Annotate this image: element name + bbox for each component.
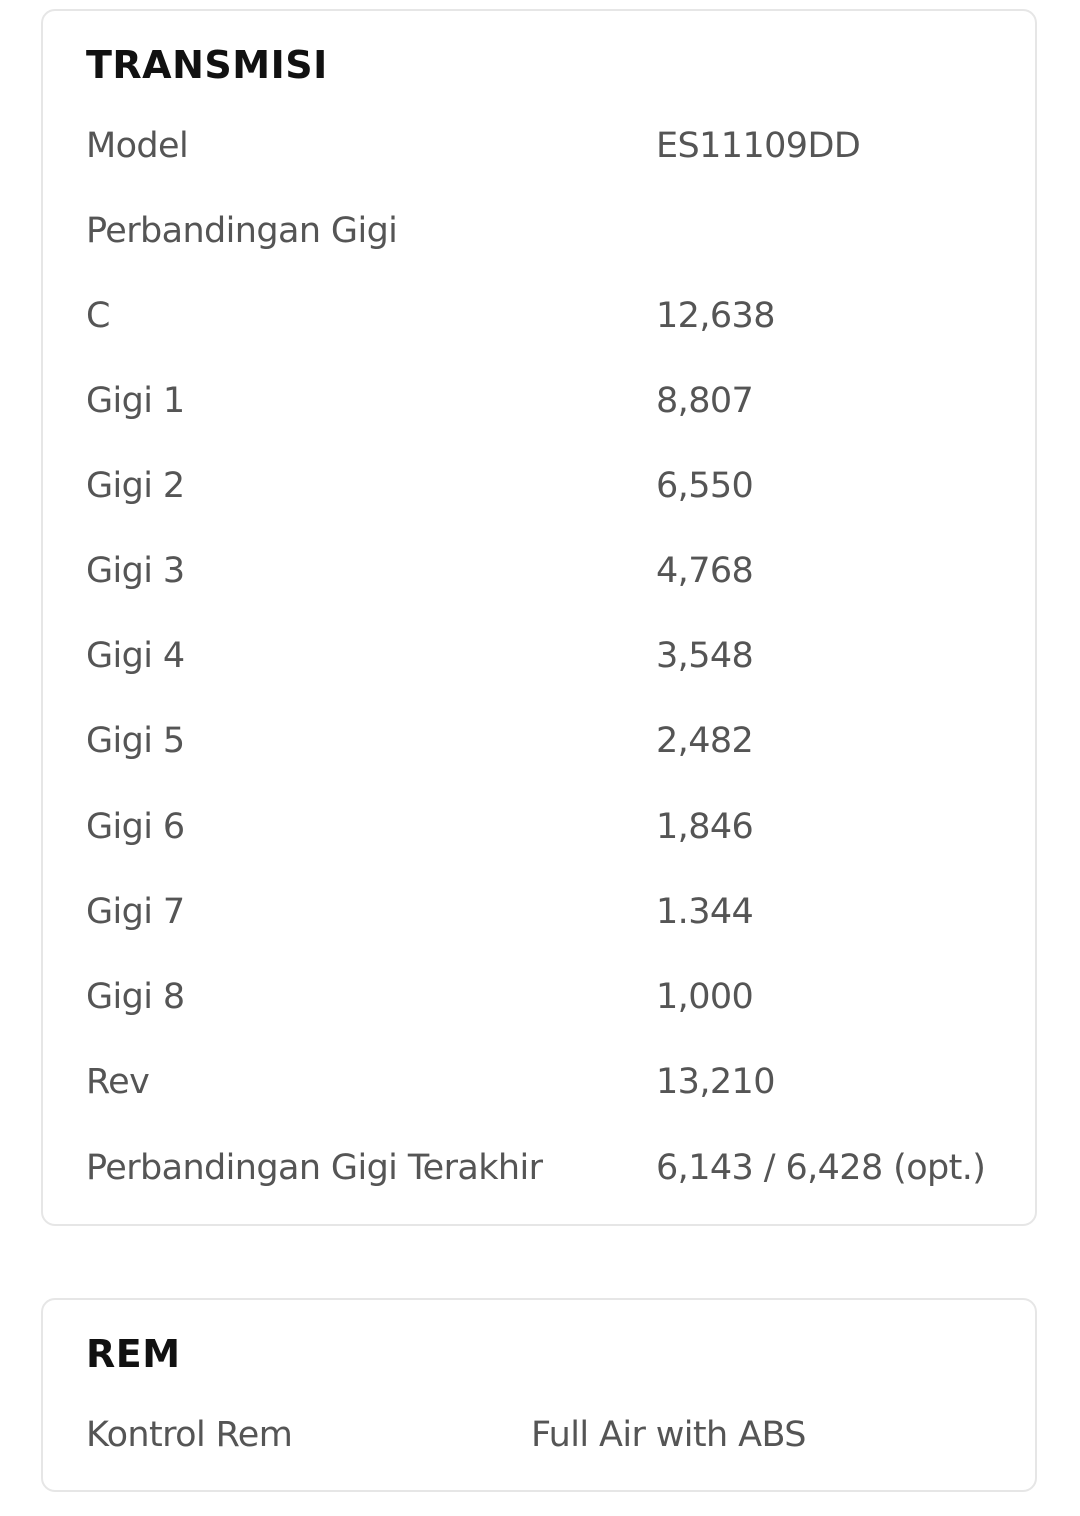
spec-value: 6,143 / 6,428 (opt.) bbox=[656, 1148, 986, 1188]
spec-row-gigi-5 bbox=[43, 721, 1035, 806]
spec-label: Perbandingan Gigi Terakhir bbox=[86, 1148, 543, 1188]
spec-label: Gigi 2 bbox=[86, 466, 185, 506]
transmisi-card bbox=[41, 9, 1037, 1226]
spec-value: 1,846 bbox=[656, 807, 754, 847]
section-title-rem: REM bbox=[86, 1332, 181, 1376]
spec-row-kontrol-rem bbox=[43, 1415, 1035, 1500]
spec-label: Model bbox=[86, 126, 189, 166]
spec-value: 13,210 bbox=[656, 1062, 775, 1102]
spec-row-gigi-3 bbox=[43, 551, 1035, 636]
rem-card bbox=[41, 1298, 1037, 1492]
spec-label: Gigi 5 bbox=[86, 721, 185, 761]
spec-value: 1,000 bbox=[656, 977, 754, 1017]
spec-label: Kontrol Rem bbox=[86, 1415, 293, 1455]
spec-row-gigi-8 bbox=[43, 977, 1035, 1062]
spec-label: Gigi 3 bbox=[86, 551, 185, 591]
spec-label: Rev bbox=[86, 1062, 150, 1102]
spec-value: ES11109DD bbox=[656, 126, 861, 166]
spec-row-gigi-4 bbox=[43, 636, 1035, 721]
spec-value: 4,768 bbox=[656, 551, 754, 591]
spec-row-c bbox=[43, 296, 1035, 381]
spec-value: 6,550 bbox=[656, 466, 754, 506]
spec-row-perbandingan-gigi bbox=[43, 211, 1035, 296]
spec-row-gigi-6 bbox=[43, 807, 1035, 892]
spec-label: C bbox=[86, 296, 110, 336]
spec-label: Gigi 8 bbox=[86, 977, 185, 1017]
spec-value: 3,548 bbox=[656, 636, 754, 676]
spec-label: Perbandingan Gigi bbox=[86, 211, 398, 251]
spec-value: 8,807 bbox=[656, 381, 754, 421]
spec-value: Full Air with ABS bbox=[531, 1415, 806, 1455]
spec-row-rev bbox=[43, 1062, 1035, 1147]
spec-row-gigi-7 bbox=[43, 892, 1035, 977]
spec-row-perbandingan-gigi-terakhir bbox=[43, 1148, 1035, 1233]
spec-value: 12,638 bbox=[656, 296, 775, 336]
spec-value: 1.344 bbox=[656, 892, 754, 932]
spec-row-model bbox=[43, 126, 1035, 211]
spec-value: 2,482 bbox=[656, 721, 754, 761]
spec-label: Gigi 4 bbox=[86, 636, 185, 676]
spec-label: Gigi 7 bbox=[86, 892, 185, 932]
spec-row-gigi-2 bbox=[43, 466, 1035, 551]
spec-row-gigi-1 bbox=[43, 381, 1035, 466]
spec-label: Gigi 6 bbox=[86, 807, 185, 847]
spec-label: Gigi 1 bbox=[86, 381, 185, 421]
section-title-transmisi: TRANSMISI bbox=[86, 43, 328, 87]
